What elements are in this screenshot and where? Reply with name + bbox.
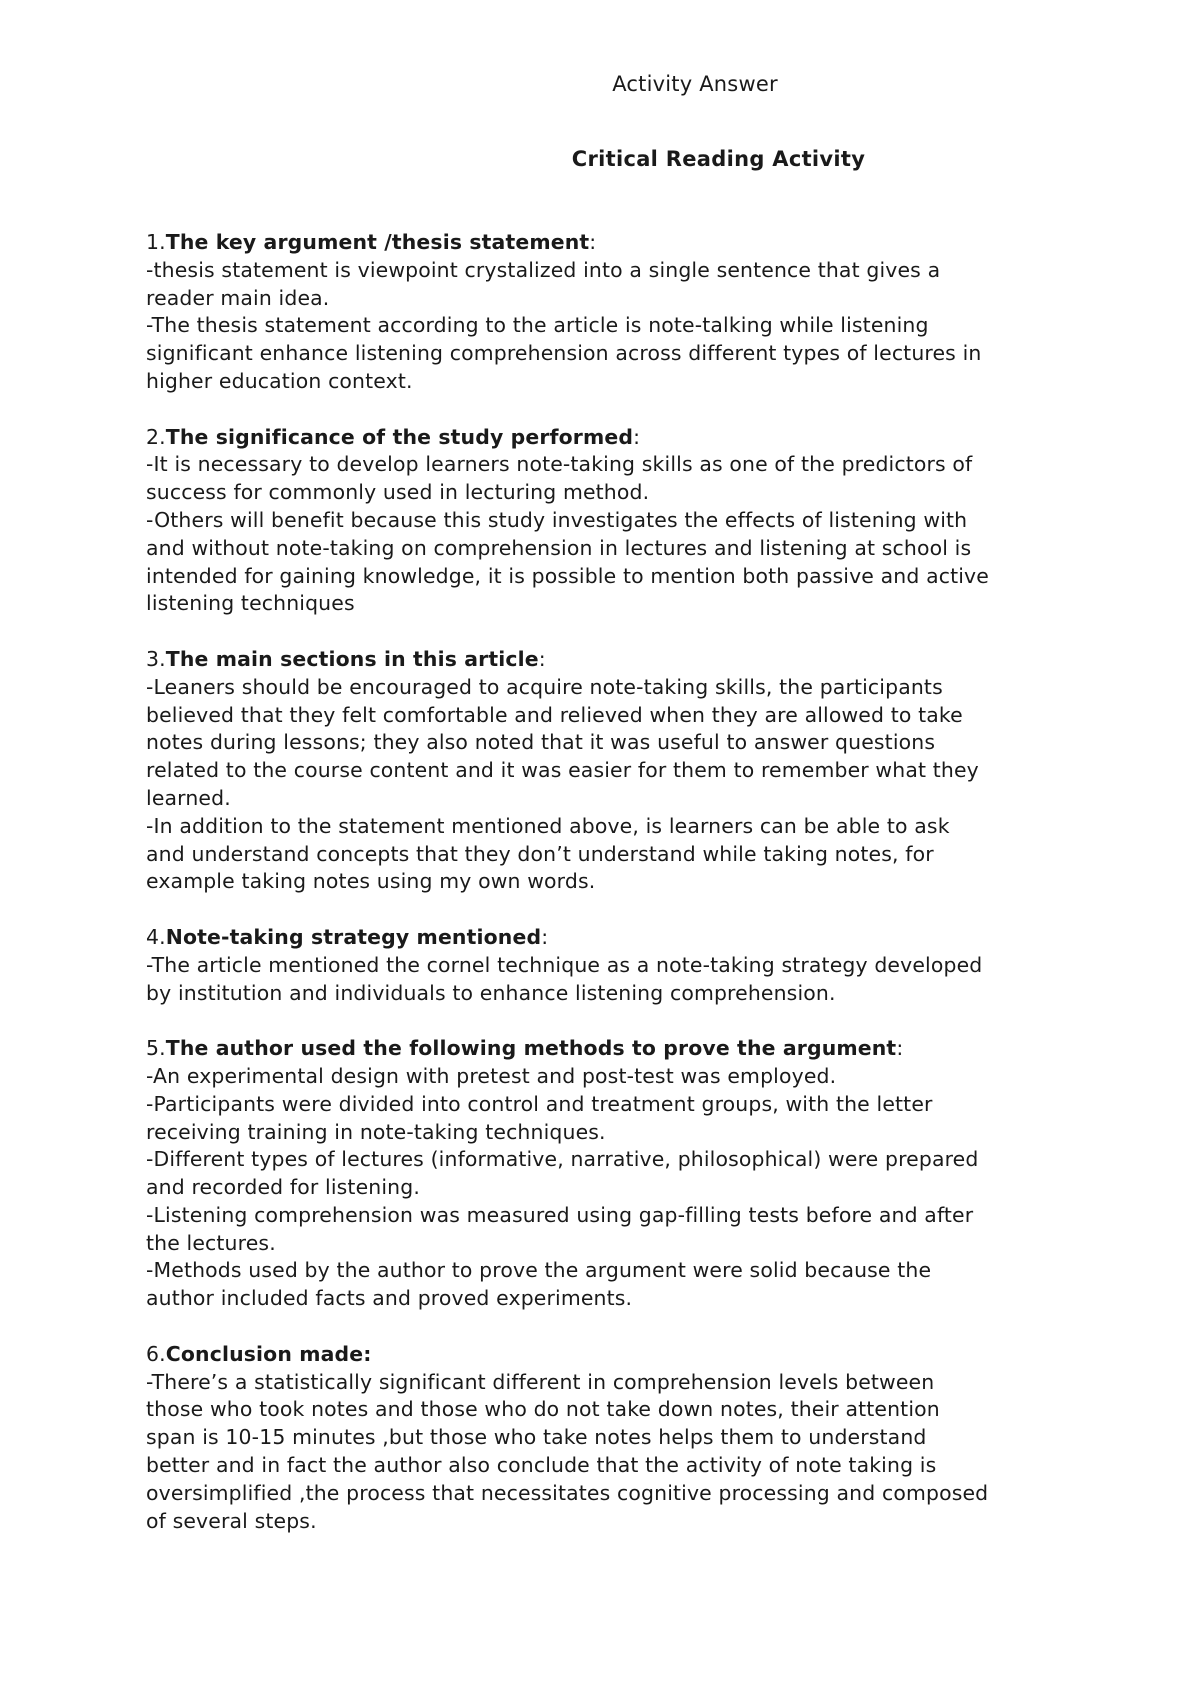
- body-line: of several steps.: [146, 1508, 317, 1533]
- body-line: success for commonly used in lecturing method.: [146, 480, 650, 505]
- section-heading-text: The key argument /thesis statement: [165, 230, 590, 254]
- body-line: receiving training in note-taking techniques.: [146, 1119, 606, 1144]
- section-1: [146, 229, 1066, 396]
- body-line: and recorded for listening.: [146, 1175, 420, 1200]
- section-heading: [146, 924, 1066, 952]
- body-line: -Others will benefit because this study investigates the effects of listening with: [146, 507, 968, 532]
- section-number: 2.: [146, 424, 166, 449]
- section-number: 4.: [146, 924, 166, 949]
- body-line: -Methods used by the author to prove the argument were solid because the: [146, 1258, 932, 1283]
- body-line: significant enhance listening comprehension across different types of lectures in: [146, 341, 982, 366]
- body-line: listening techniques: [146, 591, 355, 616]
- body-line: span is 10-15 minutes ,but those who take notes helps them to understand: [146, 1425, 927, 1450]
- body-line: -The thesis statement according to the article is note-talking while listening: [146, 313, 929, 338]
- body-line: learned.: [146, 785, 231, 810]
- section-heading-colon: :: [538, 646, 546, 671]
- section-heading-text: The main sections in this article: [165, 646, 539, 671]
- body-line: intended for gaining knowledge, it is possible to mention both passive and active: [146, 563, 989, 588]
- section-heading-colon: :: [633, 424, 641, 449]
- section-number: 6.: [146, 1341, 166, 1366]
- section-heading-text: Conclusion made:: [165, 1341, 372, 1366]
- body-line: reader main idea.: [146, 285, 330, 310]
- section-3: [146, 646, 1066, 896]
- body-line: higher education context.: [146, 368, 413, 393]
- body-line: -thesis statement is viewpoint crystalized into a single sentence that gives a: [146, 257, 941, 282]
- section-number: 3.: [146, 646, 166, 671]
- body-line: -In addition to the statement mentioned above, is learners can be able to ask: [146, 813, 950, 838]
- body-line: and without note-taking on comprehension in lectures and listening at school is: [146, 535, 972, 560]
- section-2: [146, 424, 1066, 619]
- body-line: -Participants were divided into control and treatment groups, with the letter: [146, 1091, 933, 1116]
- document-subtitle: Critical Reading Activity: [571, 147, 866, 171]
- body-line: notes during lessons; they also noted that it was useful to answer questions: [146, 730, 936, 755]
- section-4: [146, 924, 1066, 1007]
- document-body: [146, 229, 1066, 1563]
- body-line: oversimplified ,the process that necessitates cognitive processing and composed: [146, 1480, 989, 1505]
- section-number: 1.: [146, 230, 166, 254]
- body-line: -Different types of lectures (informative, narrative, philosophical) were prepared: [146, 1147, 979, 1172]
- body-line: by institution and individuals to enhance listening comprehension.: [146, 980, 836, 1005]
- body-line: example taking notes using my own words.: [146, 869, 596, 894]
- body-line: -There’s a statistically significant different in comprehension levels between: [146, 1369, 935, 1394]
- section-heading: [146, 1341, 1066, 1369]
- body-line: those who took notes and those who do not take down notes, their attention: [146, 1397, 940, 1422]
- body-line: better and in fact the author also conclude that the activity of note taking is: [146, 1453, 937, 1478]
- section-heading-text: The author used the following methods to prove the argument: [165, 1036, 897, 1061]
- body-line: -An experimental design with pretest and post-test was employed.: [146, 1063, 837, 1088]
- section-heading-text: Note-taking strategy mentioned: [165, 924, 542, 949]
- body-line: the lectures.: [146, 1230, 276, 1255]
- section-heading: [146, 646, 1066, 674]
- body-line: -Listening comprehension was measured using gap-filling tests before and after: [146, 1202, 974, 1227]
- body-line: -It is necessary to develop learners note-taking skills as one of the predictors of: [146, 452, 973, 477]
- section-heading: [146, 229, 1066, 257]
- section-heading-colon: :: [541, 924, 549, 949]
- document-title: Activity Answer: [612, 72, 778, 96]
- section-heading: [146, 1035, 1066, 1063]
- section-6: [146, 1341, 1066, 1536]
- body-line: and understand concepts that they don’t understand while taking notes, for: [146, 841, 934, 866]
- body-line: -Leaners should be encouraged to acquire note-taking skills, the participants: [146, 674, 943, 699]
- body-line: author included facts and proved experiments.: [146, 1286, 633, 1311]
- section-heading-colon: :: [589, 230, 597, 254]
- section-number: 5.: [146, 1036, 166, 1061]
- body-line: believed that they felt comfortable and relieved when they are allowed to take: [146, 702, 963, 727]
- body-line: related to the course content and it was easier for them to remember what they: [146, 758, 979, 783]
- section-heading-text: The significance of the study performed: [165, 424, 634, 449]
- section-heading: [146, 424, 1066, 452]
- section-5: [146, 1035, 1066, 1313]
- section-heading-colon: :: [896, 1036, 904, 1061]
- body-line: -The article mentioned the cornel technique as a note-taking strategy developed: [146, 952, 983, 977]
